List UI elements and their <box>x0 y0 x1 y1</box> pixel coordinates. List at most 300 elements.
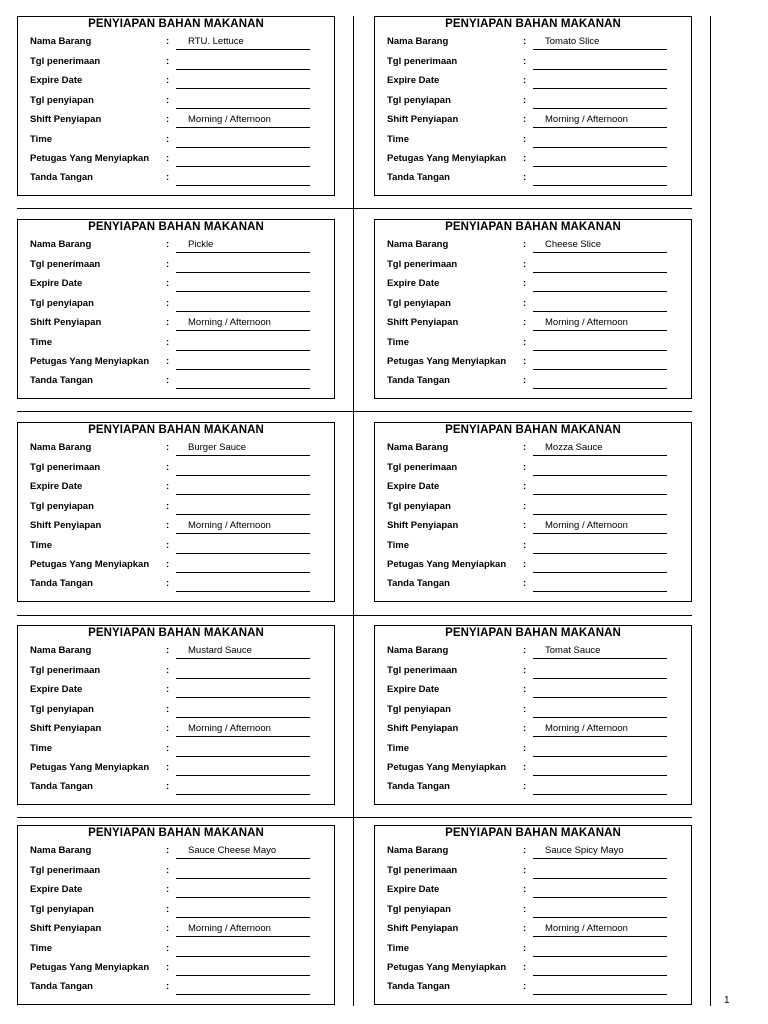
field-petugas <box>18 353 334 373</box>
field-tgl-penyiapan <box>18 498 334 518</box>
field-colon: : <box>523 539 527 551</box>
field-label: Petugas Yang Menyiapkan <box>30 153 150 164</box>
fill-line <box>176 994 310 995</box>
field-label: Tanda Tangan <box>387 172 450 183</box>
field-label: Tgl penerimaan <box>387 664 458 676</box>
fill-line <box>533 455 667 456</box>
item-name-value: Burger Sauce <box>188 442 247 453</box>
card-title: PENYIAPAN BAHAN MAKANAN <box>88 627 264 639</box>
field-shift-penyiapan <box>18 517 334 537</box>
field-tgl-penerimaan <box>375 862 691 882</box>
field-expire-date <box>375 72 691 92</box>
item-name-value: Sauce Spicy Mayo <box>545 845 624 856</box>
field-tanda-tangan <box>18 372 334 392</box>
field-colon: : <box>523 133 527 145</box>
prep-label-card <box>374 825 692 1005</box>
item-name-value: Tomat Sauce <box>545 645 601 656</box>
right-margin-line <box>710 16 711 1006</box>
field-colon: : <box>523 903 527 915</box>
field-label: Tgl penerimaan <box>387 258 458 270</box>
field-colon: : <box>166 742 170 754</box>
fill-line <box>533 272 667 273</box>
field-label: Nama Barang <box>30 36 92 47</box>
field-label: Nama Barang <box>387 36 449 47</box>
prep-label-card <box>17 16 335 196</box>
field-shift-penyiapan <box>375 720 691 740</box>
field-tgl-penyiapan <box>375 901 691 921</box>
item-name-value: Cheese Slice <box>545 239 601 250</box>
field-colon: : <box>166 981 170 992</box>
field-label: Nama Barang <box>387 645 449 656</box>
field-label: Time <box>30 336 53 348</box>
item-name-value: Mozza Sauce <box>545 442 603 453</box>
field-petugas <box>375 959 691 979</box>
item-name-value: Tomato Slice <box>545 36 600 47</box>
field-expire-date <box>375 881 691 901</box>
field-label: Time <box>387 336 410 348</box>
field-label: Tgl penerimaan <box>30 461 101 473</box>
fill-line <box>176 514 310 515</box>
field-colon: : <box>166 336 170 348</box>
shift-value: Morning / Afternoon <box>188 520 271 531</box>
fill-line <box>176 717 310 718</box>
field-label: Tanda Tangan <box>30 375 93 386</box>
fill-line <box>533 936 667 937</box>
field-label: Tgl penerimaan <box>387 864 458 876</box>
field-petugas <box>375 353 691 373</box>
field-expire-date <box>18 72 334 92</box>
field-label: Nama Barang <box>387 845 449 856</box>
field-colon: : <box>166 114 170 125</box>
field-tgl-penerimaan <box>18 459 334 479</box>
fill-line <box>533 878 667 879</box>
fill-line <box>176 858 310 859</box>
prep-label-card <box>374 219 692 399</box>
field-label: Shift Penyiapan <box>30 723 102 734</box>
fill-line <box>533 330 667 331</box>
field-label: Shift Penyiapan <box>387 317 459 328</box>
field-tanda-tangan <box>375 372 691 392</box>
field-colon: : <box>166 864 170 876</box>
field-tgl-penerimaan <box>18 662 334 682</box>
row-cut-line <box>17 615 692 616</box>
fill-line <box>176 455 310 456</box>
field-tanda-tangan <box>375 575 691 595</box>
prep-label-card <box>17 625 335 805</box>
field-time <box>18 940 334 960</box>
field-tgl-penyiapan <box>375 498 691 518</box>
field-colon: : <box>523 317 527 328</box>
field-time <box>375 131 691 151</box>
field-label: Nama Barang <box>30 442 92 453</box>
fill-line <box>176 658 310 659</box>
row-cut-line <box>17 411 692 412</box>
field-time <box>375 940 691 960</box>
fill-line <box>176 533 310 534</box>
field-label: Petugas Yang Menyiapkan <box>30 962 150 973</box>
field-label: Tgl penerimaan <box>30 258 101 270</box>
field-time <box>375 537 691 557</box>
fill-line <box>533 369 667 370</box>
field-tanda-tangan <box>375 778 691 798</box>
field-label: Shift Penyiapan <box>387 723 459 734</box>
field-colon: : <box>523 781 527 792</box>
field-colon: : <box>523 520 527 531</box>
fill-line <box>533 108 667 109</box>
fill-line <box>176 775 310 776</box>
field-petugas <box>375 150 691 170</box>
item-name-value: RTU. Lettuce <box>188 36 244 47</box>
shift-value: Morning / Afternoon <box>545 723 628 734</box>
fill-line <box>533 388 667 389</box>
fill-line <box>533 494 667 495</box>
fill-line <box>533 127 667 128</box>
field-colon: : <box>523 278 527 289</box>
field-colon: : <box>523 55 527 67</box>
field-expire-date <box>18 275 334 295</box>
field-tgl-penyiapan <box>18 295 334 315</box>
field-label: Shift Penyiapan <box>30 114 102 125</box>
fill-line <box>533 775 667 776</box>
field-label: Expire Date <box>387 481 440 492</box>
fill-line <box>176 553 310 554</box>
fill-line <box>533 591 667 592</box>
field-label: Nama Barang <box>387 239 449 250</box>
fill-line <box>533 975 667 976</box>
fill-line <box>533 994 667 995</box>
field-label: Time <box>387 133 410 145</box>
field-label: Shift Penyiapan <box>30 520 102 531</box>
field-colon: : <box>523 442 527 453</box>
field-label: Tgl penyiapan <box>387 94 451 106</box>
field-label: Expire Date <box>30 684 83 695</box>
fill-line <box>533 794 667 795</box>
field-colon: : <box>166 375 170 386</box>
field-label: Tanda Tangan <box>387 781 450 792</box>
field-nama-barang <box>375 439 691 459</box>
fill-line <box>533 49 667 50</box>
field-label: Tanda Tangan <box>387 375 450 386</box>
fill-line <box>176 252 310 253</box>
field-nama-barang <box>18 236 334 256</box>
field-colon: : <box>523 258 527 270</box>
field-time <box>18 131 334 151</box>
field-shift-penyiapan <box>375 517 691 537</box>
shift-value: Morning / Afternoon <box>188 317 271 328</box>
center-cut-line <box>353 16 354 1006</box>
field-colon: : <box>166 578 170 589</box>
field-colon: : <box>166 645 170 656</box>
field-label: Tgl penyiapan <box>30 703 94 715</box>
field-tanda-tangan <box>18 778 334 798</box>
field-colon: : <box>166 781 170 792</box>
prep-label-card <box>17 422 335 602</box>
field-colon: : <box>523 36 527 47</box>
field-colon: : <box>166 258 170 270</box>
field-colon: : <box>166 133 170 145</box>
field-label: Tgl penerimaan <box>30 864 101 876</box>
card-title: PENYIAPAN BAHAN MAKANAN <box>88 827 264 839</box>
field-tgl-penerimaan <box>375 256 691 276</box>
prep-label-card <box>17 825 335 1005</box>
field-expire-date <box>375 681 691 701</box>
row-cut-line <box>17 817 692 818</box>
field-colon: : <box>523 356 527 367</box>
item-name-value: Mustard Sauce <box>188 645 252 656</box>
fill-line <box>533 897 667 898</box>
fill-line <box>176 736 310 737</box>
fill-line <box>176 756 310 757</box>
field-petugas <box>375 556 691 576</box>
field-label: Tanda Tangan <box>387 981 450 992</box>
fill-line <box>533 514 667 515</box>
field-label: Petugas Yang Menyiapkan <box>387 153 507 164</box>
field-label: Tgl penerimaan <box>387 55 458 67</box>
fill-line <box>533 956 667 957</box>
field-tgl-penerimaan <box>375 459 691 479</box>
field-nama-barang <box>375 236 691 256</box>
field-colon: : <box>523 684 527 695</box>
card-title: PENYIAPAN BAHAN MAKANAN <box>445 221 621 233</box>
field-label: Petugas Yang Menyiapkan <box>387 962 507 973</box>
field-nama-barang <box>18 439 334 459</box>
item-name-value: Pickle <box>188 239 214 250</box>
fill-line <box>533 736 667 737</box>
field-tanda-tangan <box>375 169 691 189</box>
field-shift-penyiapan <box>375 920 691 940</box>
fill-line <box>176 49 310 50</box>
fill-line <box>533 697 667 698</box>
field-time <box>375 334 691 354</box>
fill-line <box>176 388 310 389</box>
fill-line <box>533 311 667 312</box>
field-petugas <box>18 759 334 779</box>
card-title: PENYIAPAN BAHAN MAKANAN <box>88 424 264 436</box>
field-label: Petugas Yang Menyiapkan <box>387 559 507 570</box>
fill-line <box>533 756 667 757</box>
field-time <box>18 537 334 557</box>
field-label: Tgl penyiapan <box>30 500 94 512</box>
field-shift-penyiapan <box>375 111 691 131</box>
field-nama-barang <box>18 642 334 662</box>
field-colon: : <box>523 884 527 895</box>
fill-line <box>533 858 667 859</box>
field-expire-date <box>18 681 334 701</box>
fill-line <box>176 975 310 976</box>
field-expire-date <box>18 478 334 498</box>
field-colon: : <box>523 923 527 934</box>
field-tanda-tangan <box>375 978 691 998</box>
field-shift-penyiapan <box>375 314 691 334</box>
field-label: Tanda Tangan <box>30 578 93 589</box>
fill-line <box>533 291 667 292</box>
field-colon: : <box>166 317 170 328</box>
field-shift-penyiapan <box>18 720 334 740</box>
prep-label-card <box>17 219 335 399</box>
field-colon: : <box>166 153 170 164</box>
field-label: Tgl penerimaan <box>30 55 101 67</box>
field-label: Petugas Yang Menyiapkan <box>30 762 150 773</box>
fill-line <box>533 350 667 351</box>
field-label: Expire Date <box>387 75 440 86</box>
field-nama-barang <box>375 33 691 53</box>
field-label: Nama Barang <box>30 645 92 656</box>
field-label: Expire Date <box>30 884 83 895</box>
field-label: Tanda Tangan <box>30 781 93 792</box>
field-tgl-penerimaan <box>18 862 334 882</box>
field-nama-barang <box>18 33 334 53</box>
field-label: Time <box>30 133 53 145</box>
field-label: Petugas Yang Menyiapkan <box>30 356 150 367</box>
fill-line <box>533 88 667 89</box>
field-colon: : <box>523 962 527 973</box>
field-label: Expire Date <box>30 481 83 492</box>
field-colon: : <box>166 762 170 773</box>
fill-line <box>533 475 667 476</box>
field-colon: : <box>166 884 170 895</box>
field-colon: : <box>166 684 170 695</box>
fill-line <box>176 166 310 167</box>
fill-line <box>533 717 667 718</box>
field-colon: : <box>166 172 170 183</box>
field-label: Expire Date <box>387 684 440 695</box>
fill-line <box>176 936 310 937</box>
field-colon: : <box>523 75 527 86</box>
field-colon: : <box>166 481 170 492</box>
field-petugas <box>375 759 691 779</box>
field-label: Tgl penyiapan <box>387 703 451 715</box>
field-colon: : <box>523 703 527 715</box>
field-label: Expire Date <box>30 278 83 289</box>
field-tanda-tangan <box>18 169 334 189</box>
fill-line <box>176 69 310 70</box>
field-colon: : <box>523 172 527 183</box>
field-label: Expire Date <box>30 75 83 86</box>
field-nama-barang <box>375 842 691 862</box>
fill-line <box>176 185 310 186</box>
field-shift-penyiapan <box>18 314 334 334</box>
field-colon: : <box>166 36 170 47</box>
shift-value: Morning / Afternoon <box>188 723 271 734</box>
field-colon: : <box>166 723 170 734</box>
field-label: Shift Penyiapan <box>30 923 102 934</box>
field-petugas <box>18 150 334 170</box>
field-label: Petugas Yang Menyiapkan <box>30 559 150 570</box>
field-nama-barang <box>375 642 691 662</box>
field-tanda-tangan <box>18 978 334 998</box>
shift-value: Morning / Afternoon <box>545 520 628 531</box>
fill-line <box>176 475 310 476</box>
field-shift-penyiapan <box>18 920 334 940</box>
fill-line <box>176 897 310 898</box>
field-label: Tgl penyiapan <box>387 297 451 309</box>
field-label: Time <box>387 539 410 551</box>
field-label: Expire Date <box>387 884 440 895</box>
fill-line <box>533 185 667 186</box>
field-colon: : <box>166 55 170 67</box>
field-label: Tgl penyiapan <box>387 903 451 915</box>
shift-value: Morning / Afternoon <box>188 114 271 125</box>
field-colon: : <box>166 278 170 289</box>
field-colon: : <box>523 375 527 386</box>
fill-line <box>533 166 667 167</box>
fill-line <box>176 591 310 592</box>
field-label: Time <box>30 942 53 954</box>
field-colon: : <box>523 153 527 164</box>
field-colon: : <box>523 942 527 954</box>
field-tgl-penerimaan <box>375 662 691 682</box>
field-colon: : <box>166 442 170 453</box>
field-label: Expire Date <box>387 278 440 289</box>
row-cut-line <box>17 208 692 209</box>
field-tgl-penerimaan <box>375 53 691 73</box>
field-label: Tanda Tangan <box>30 172 93 183</box>
field-label: Time <box>30 539 53 551</box>
fill-line <box>533 252 667 253</box>
fill-line <box>176 794 310 795</box>
field-label: Shift Penyiapan <box>387 923 459 934</box>
fill-line <box>176 572 310 573</box>
fill-line <box>176 272 310 273</box>
field-colon: : <box>166 703 170 715</box>
card-title: PENYIAPAN BAHAN MAKANAN <box>88 18 264 30</box>
field-tgl-penyiapan <box>18 701 334 721</box>
fill-line <box>176 369 310 370</box>
prep-label-card <box>374 422 692 602</box>
fill-line <box>176 350 310 351</box>
shift-value: Morning / Afternoon <box>545 317 628 328</box>
field-colon: : <box>166 297 170 309</box>
field-colon: : <box>523 578 527 589</box>
field-tgl-penyiapan <box>375 92 691 112</box>
field-colon: : <box>523 94 527 106</box>
card-title: PENYIAPAN BAHAN MAKANAN <box>445 627 621 639</box>
fill-line <box>176 311 310 312</box>
field-colon: : <box>523 845 527 856</box>
fill-line <box>176 917 310 918</box>
field-label: Tgl penyiapan <box>30 297 94 309</box>
field-colon: : <box>166 962 170 973</box>
fill-line <box>176 127 310 128</box>
field-tgl-penyiapan <box>375 295 691 315</box>
field-tgl-penerimaan <box>18 53 334 73</box>
field-colon: : <box>523 461 527 473</box>
fill-line <box>176 956 310 957</box>
field-colon: : <box>166 923 170 934</box>
field-label: Nama Barang <box>387 442 449 453</box>
field-petugas <box>18 959 334 979</box>
field-colon: : <box>523 239 527 250</box>
field-time <box>18 334 334 354</box>
shift-value: Morning / Afternoon <box>188 923 271 934</box>
fill-line <box>533 917 667 918</box>
field-label: Tanda Tangan <box>30 981 93 992</box>
field-colon: : <box>166 559 170 570</box>
field-colon: : <box>523 664 527 676</box>
prep-label-card <box>374 625 692 805</box>
fill-line <box>533 678 667 679</box>
field-colon: : <box>166 539 170 551</box>
field-colon: : <box>523 981 527 992</box>
field-colon: : <box>166 942 170 954</box>
page-number: 1 <box>724 995 730 1006</box>
fill-line <box>176 878 310 879</box>
fill-line <box>176 108 310 109</box>
fill-line <box>533 553 667 554</box>
field-expire-date <box>375 275 691 295</box>
item-name-value: Sauce Cheese Mayo <box>188 845 277 856</box>
field-colon: : <box>523 500 527 512</box>
